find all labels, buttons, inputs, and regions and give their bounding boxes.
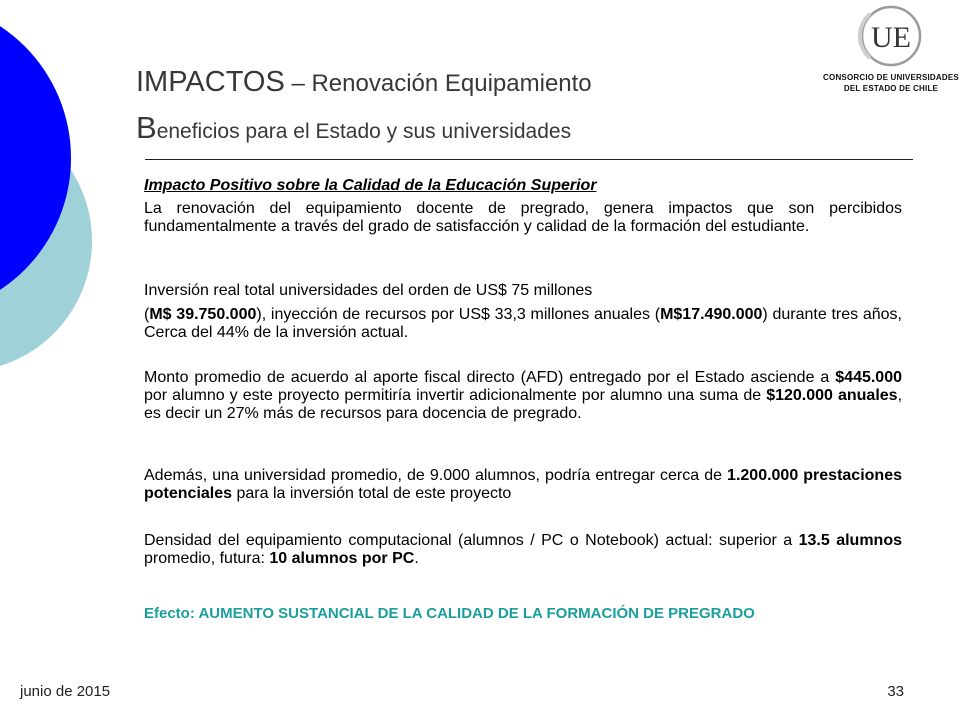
subtitle-rest: eneficios para el Estado y sus universidades bbox=[156, 120, 572, 143]
amount-2: M$17.490.000 bbox=[660, 306, 763, 323]
footer-date: junio de 2015 bbox=[20, 683, 111, 700]
amount-1: M$ 39.750.000 bbox=[149, 306, 257, 323]
section-heading: Impacto Positivo sobre la Calidad de la Educación Superior bbox=[144, 177, 597, 194]
current-density: 13.5 alumnos bbox=[798, 532, 903, 549]
page-number: 33 bbox=[887, 683, 904, 700]
logo-line-2: DEL ESTADO DE CHILE bbox=[843, 84, 939, 93]
future-density: 10 alumnos por PC bbox=[269, 550, 415, 567]
ue-monogram-icon bbox=[856, 2, 926, 70]
paragraph-4: Monto promedio de acuerdo al aporte fiscal directo (AFD) entregado por el Estado asciende a $445.000 por alumno y este proyecto permitiría invertir adicionalmente por alumno una suma de $120.000 anuales, es decir un 27% más de recursos para docencia de pregrado. bbox=[144, 369, 903, 422]
afd-amount: $445.000 bbox=[835, 369, 902, 386]
paragraph-3: (M$ 39.750.000), inyección de recursos por US$ 33,3 millones anuales (M$17.490.000) durante tres años, Cerca del 44% de la inversión actual. bbox=[144, 306, 903, 341]
benefits-count: 1.200.000 prestaciones potenciales bbox=[144, 467, 902, 502]
title-sub: – Renovación Equipamiento bbox=[284, 70, 592, 97]
title-main: IMPACTOS bbox=[136, 66, 285, 98]
additional-amount: $120.000 anuales bbox=[766, 387, 898, 404]
paragraph-6: Densidad del equipamiento computacional (alumnos / PC o Notebook) actual: superior a 13.5 alumnos promedio, futura: 10 alumnos por PC. bbox=[144, 532, 903, 567]
title-divider bbox=[145, 159, 913, 160]
effect-statement: Efecto: AUMENTO SUSTANCIAL DE LA CALIDAD DE LA FORMACIÓN DE PREGRADO bbox=[144, 605, 755, 622]
subtitle-cap: B bbox=[136, 110, 157, 145]
slide-subtitle bbox=[136, 110, 571, 146]
logo-monogram: UE bbox=[871, 21, 911, 54]
paragraph-1: La renovación del equipamiento docente de pregrado, genera impactos que son percibidos fundamentalmente a través del grado de satisfacción y calidad de la formación del estudiante. bbox=[144, 200, 902, 235]
paragraph-2: Inversión real total universidades del orden de US$ 75 millones bbox=[144, 282, 593, 299]
paragraph-5: Además, una universidad promedio, de 9.000 alumnos, podría entregar cerca de 1.200.000 prestaciones potenciales para la inversión total de este proyecto bbox=[144, 467, 902, 502]
logo-line-1: CONSORCIO DE UNIVERSIDADES bbox=[823, 73, 959, 82]
ue-logo bbox=[822, 2, 960, 92]
slide-title bbox=[136, 66, 592, 99]
